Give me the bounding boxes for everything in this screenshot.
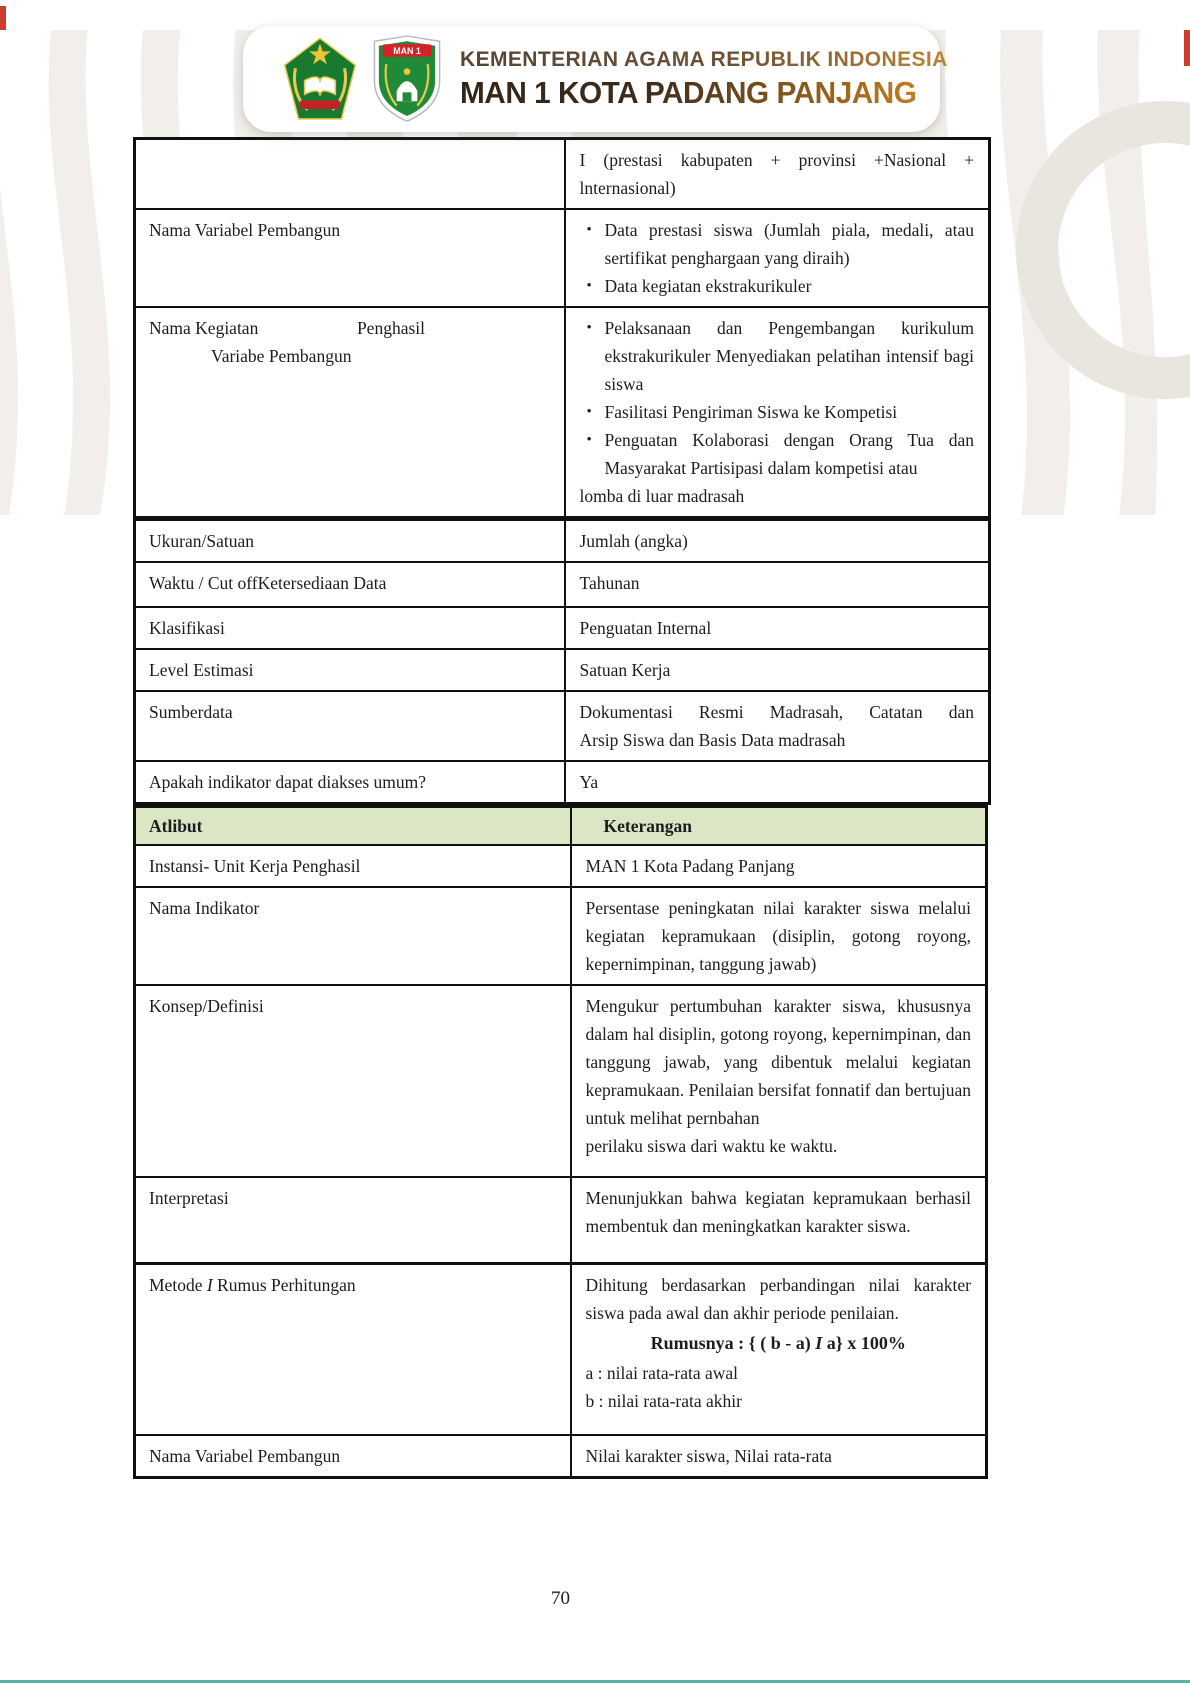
formula-part: : { ( b - a) xyxy=(733,1332,816,1353)
row-label: Interpretasi xyxy=(135,1177,571,1263)
row-label: Nama Variabel Pembangun xyxy=(135,1435,571,1478)
row-value: Ya xyxy=(565,761,990,804)
table-row xyxy=(135,985,987,1177)
value-line: Dokumentasi Resmi Madrasah, Catatan dan xyxy=(579,702,974,722)
row-value xyxy=(565,691,990,761)
bullet-item: • Penguatan Kolaborasi dengan Orang Tua dan Masyarakat Partisipasi dalam kompetisi atau xyxy=(580,426,975,482)
table-row xyxy=(135,1435,987,1478)
row-label: Klasifikasi xyxy=(135,607,565,649)
row-label-part: Nama Kegiatan xyxy=(149,318,259,338)
table-row xyxy=(135,845,987,887)
table-row xyxy=(135,691,990,761)
row-label: Ukuran/Satuan xyxy=(135,519,565,563)
table-row xyxy=(135,887,987,985)
row-label: Level Estimasi xyxy=(135,649,565,691)
row-value: I (prestasi kabupaten + provinsi +Nasional + lnternasional) xyxy=(565,139,990,210)
table-row xyxy=(135,1263,987,1435)
bullet-item: • Pelaksanaan dan Pengembangan kurikulum ekstrakurikuler Menyediakan pelatihan intensif bagi siswa xyxy=(580,314,975,398)
row-value xyxy=(571,1263,987,1435)
logo-group xyxy=(277,34,444,124)
formula-label: Rumusnya xyxy=(650,1332,734,1353)
formula-part: a} x 100% xyxy=(822,1332,906,1353)
row-label xyxy=(135,1263,571,1435)
table-row xyxy=(135,139,990,210)
row-label: Nama Indikator xyxy=(135,887,571,985)
red-edge-mark-left xyxy=(0,6,6,30)
row-label xyxy=(135,139,565,210)
table-row xyxy=(135,519,990,563)
row-label: Apakah indikator dapat diakses umum? xyxy=(135,761,565,804)
red-edge-mark-right xyxy=(1184,30,1190,66)
row-value xyxy=(565,307,990,519)
bullet-continuation: lomba di luar madrasah xyxy=(579,486,745,506)
table-row xyxy=(135,307,990,519)
row-value: Satuan Kerja xyxy=(565,649,990,691)
row-label-part: Penghasil xyxy=(356,318,425,338)
table-header-row xyxy=(135,807,987,846)
table-row xyxy=(135,761,990,804)
row-label-part: Rumus Perhitungan xyxy=(212,1274,356,1295)
table-row xyxy=(135,209,990,307)
row-label xyxy=(135,307,565,519)
value-line: Arsip Siswa dan Basis Data madrasah xyxy=(579,730,846,750)
row-value: MAN 1 Kota Padang Panjang xyxy=(571,845,987,887)
attribute-table xyxy=(133,805,988,1479)
formula-note-b: b : nilai rata-rata akhir xyxy=(585,1390,742,1411)
table-row xyxy=(135,607,990,649)
formula xyxy=(586,1329,972,1357)
letterhead xyxy=(243,26,948,132)
page-number: 70 xyxy=(551,1588,570,1609)
ministry-name: KEMENTERIAN AGAMA REPUBLIK INDONESIA xyxy=(460,47,948,71)
row-label-part: Metode xyxy=(149,1274,207,1295)
school-name: MAN 1 KOTA PADANG PANJANG xyxy=(460,75,928,111)
formula-part: I xyxy=(815,1332,823,1353)
man1-badge-text: MAN 1 xyxy=(393,45,421,56)
row-value xyxy=(571,985,987,1177)
row-value: Persentase peningkatan nilai karakter siswa melalui kegiatan kepramukaan (disiplin, gotong royong, kepernimpinan, tanggung jawab) xyxy=(571,887,987,985)
value-paragraph: Dihitung berdasarkan perbandingan nilai karakter siswa pada awal dan akhir periode penilaian. xyxy=(585,1274,971,1323)
row-label: Instansi- Unit Kerja Penghasil xyxy=(135,845,571,887)
keterangan-header-cell: Keterangan xyxy=(571,807,987,846)
man1-logo-icon xyxy=(370,34,444,124)
table-row xyxy=(135,649,990,691)
row-value: Tahunan xyxy=(565,562,990,607)
bullet-item: • Data prestasi siswa (Jumlah piala, medali, atau sertifikat penghargaan yang diraih) xyxy=(580,216,975,272)
attribute-header-cell: Atlibut xyxy=(135,807,571,846)
row-value: Nilai karakter siswa, Nilai rata-rata xyxy=(571,1435,987,1478)
row-value: Penguatan Internal xyxy=(565,607,990,649)
value-line: perilaku siswa dari waktu ke waktu. xyxy=(585,1136,838,1156)
row-label-part: I xyxy=(206,1274,213,1295)
value-paragraph: Mengukur pertumbuhan karakter siswa, khususnya dalam hal disiplin, gotong royong, kepernimpinan, dan tanggung jawab, yang dibentuk melalui kegiatan kepramukaan. Penilaian bersifat fonnatif dan bertujuan untuk melihat pernbahan xyxy=(585,996,971,1128)
row-value: Menunjukkan bahwa kegiatan kepramukaan berhasil membentuk dan meningkatkan karakter siswa. xyxy=(571,1177,987,1263)
letterhead-text xyxy=(460,48,948,111)
row-label: Waktu / Cut offKetersediaan Data xyxy=(135,562,565,607)
bullet-item: • Data kegiatan ekstrakurikuler xyxy=(580,272,975,300)
row-label: Nama Variabel Pembangun xyxy=(135,209,565,307)
formula-note-a: a : nilai rata-rata awal xyxy=(585,1362,739,1383)
indicator-metadata-table xyxy=(133,137,991,805)
table-row xyxy=(135,1177,987,1263)
table-row xyxy=(135,562,990,607)
row-label-part: Variabe Pembangun xyxy=(211,346,352,366)
row-label: Sumberdata xyxy=(135,691,565,761)
kemenag-logo-icon xyxy=(277,36,363,122)
row-value xyxy=(565,209,990,307)
row-label: Konsep/Definisi xyxy=(135,985,571,1177)
bullet-item: • Fasilitasi Pengiriman Siswa ke Kompetisi xyxy=(580,398,975,426)
row-value: Jumlah (angka) xyxy=(565,519,990,563)
